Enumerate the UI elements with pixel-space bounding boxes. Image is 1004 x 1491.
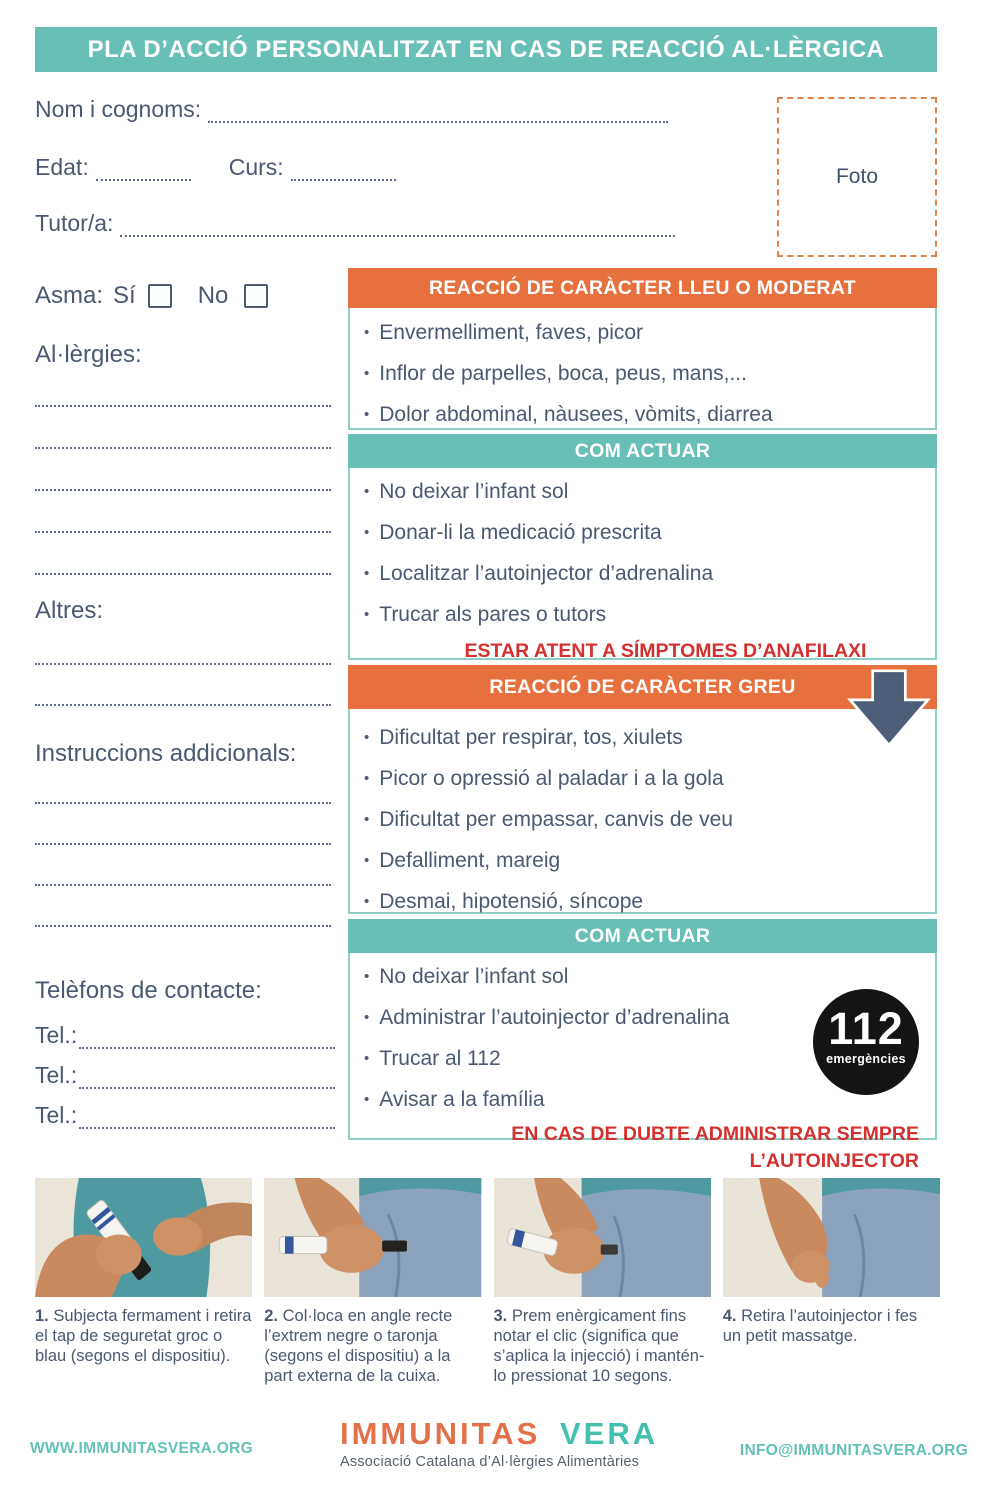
step-number: 3. [493, 1307, 508, 1325]
step-captions [35, 1306, 940, 1386]
email-link[interactable]: INFO@IMMUNITASVERA.ORG [739, 1442, 968, 1459]
emergency-112-badge [813, 989, 919, 1095]
tel-row-2 [35, 1062, 335, 1089]
step-photo-4 [723, 1178, 940, 1297]
photo-placeholder-box[interactable] [777, 97, 937, 257]
tel-label-3: Tel.: [35, 1102, 78, 1128]
contact-phones-label: Telèfons de contacte: [35, 977, 262, 1004]
reaction-panel [348, 268, 937, 1172]
photo-label: Foto [835, 165, 879, 188]
symptom-item: • Picor o opressió al paladar i a la gola [364, 759, 921, 800]
step-caption-3 [494, 1306, 711, 1386]
step-number: 4. [722, 1307, 737, 1325]
action-item: • No deixar l’infant sol [364, 472, 921, 513]
others-line-2[interactable] [35, 702, 331, 706]
allergies-label: Al·lèrgies: [35, 341, 142, 368]
anaphylaxis-warning: ESTAR ATENT A SÍMPTOMES D’ANAFILAXI [464, 640, 867, 662]
how-to-act-section-1 [348, 468, 937, 660]
instructions-label: Instruccions addicionals: [35, 740, 297, 767]
step-photo-2 [264, 1178, 481, 1297]
badge-number: 112 [828, 1003, 904, 1054]
symptom-item: • Envermelliment, faves, picor [364, 313, 921, 354]
step-caption-2 [264, 1306, 481, 1386]
action-item: • Trucar als pares o tutors [364, 595, 921, 636]
tutor-row [35, 210, 675, 237]
mild-reaction-header: REACCIÓ DE CARÀCTER LLEU O MODERAT [348, 268, 937, 308]
how-to-act-header-1: COM ACTUAR [348, 434, 937, 468]
action-item: • Avisar a la família [364, 1080, 921, 1121]
symptom-item: • Defalliment, mareig [364, 841, 921, 882]
asthma-yes-checkbox[interactable] [148, 284, 172, 308]
brand-title [340, 1416, 700, 1452]
name-row [35, 96, 668, 123]
brand-subtitle: Associació Catalana d’Al·lèrgies Alimentàries [340, 1454, 640, 1470]
action-item: • Localitzar l’autoinjector d’adrenalina [364, 554, 921, 595]
instructions-line-1[interactable] [35, 800, 331, 804]
asthma-row [35, 282, 268, 310]
website-link[interactable]: WWW.IMMUNITASVERA.ORG [30, 1440, 253, 1457]
asthma-label: Asma: [35, 282, 104, 309]
age-course-row [35, 154, 455, 181]
instructions-line-2[interactable] [35, 841, 331, 845]
course-label: Curs: [228, 154, 284, 180]
symptom-item: • Inflor de parpelles, boca, peus, mans,... [364, 354, 921, 395]
step-text: Col·loca en angle recte l’extrem negre o taronja (segons el dispositiu) a la part externa de la cuixa. [264, 1307, 453, 1385]
action-item: • Trucar al 112 [364, 1039, 921, 1080]
brand-name-first: IMMUNITAS [340, 1416, 541, 1451]
tutor-label: Tutor/a: [35, 210, 114, 236]
step-caption-4 [723, 1306, 940, 1386]
asthma-yes-label: Sí [113, 282, 136, 309]
age-field[interactable] [96, 161, 191, 181]
age-label: Edat: [35, 154, 89, 180]
tel-label-2: Tel.: [35, 1062, 78, 1088]
tel-label-1: Tel.: [35, 1022, 78, 1048]
action-item: • Donar-li la medicació prescrita [364, 513, 921, 554]
others-line-1[interactable] [35, 661, 331, 665]
asthma-no-label: No [197, 282, 229, 309]
act1-list [364, 472, 921, 636]
action-item: • Administrar l’autoinjector d’adrenalina [364, 998, 921, 1039]
step-text: Prem enèrgicament fins notar el clic (significa que s’aplica la injecció) i mantén-lo pressionat 10 segons. [493, 1307, 705, 1385]
allergies-line-5[interactable] [35, 571, 331, 575]
badge-label: emergències [826, 1052, 906, 1066]
tel-field-1[interactable] [79, 1029, 335, 1049]
brand-logo [340, 1416, 700, 1470]
name-label: Nom i cognoms: [35, 96, 202, 122]
tel-field-3[interactable] [79, 1109, 335, 1129]
instructions-line-3[interactable] [35, 882, 331, 886]
step-number: 2. [264, 1307, 279, 1325]
step-text: Retira l’autoinjector i fes un petit massatge. [722, 1307, 918, 1345]
course-field[interactable] [291, 161, 396, 181]
allergies-line-3[interactable] [35, 487, 331, 491]
allergies-line-4[interactable] [35, 529, 331, 533]
mild-symptoms-section [348, 308, 937, 430]
symptom-item: • Dolor abdominal, nàusees, vòmits, diarrea [364, 395, 921, 436]
step-photo-strip [35, 1178, 940, 1297]
severe-reaction-header-text: REACCIÓ DE CARÀCTER GREU [489, 676, 796, 698]
symptom-item: • Dificultat per respirar, tos, xiulets [364, 718, 921, 759]
allergies-line-2[interactable] [35, 445, 331, 449]
tutor-field[interactable] [120, 217, 675, 237]
symptom-item: • Dificultat per empassar, canvis de veu [364, 800, 921, 841]
asthma-no-checkbox[interactable] [244, 284, 268, 308]
step-number: 1. [35, 1307, 49, 1325]
down-arrow-icon [845, 669, 933, 747]
allergies-line-1[interactable] [35, 403, 331, 407]
instructions-line-4[interactable] [35, 923, 331, 927]
step-photo-3 [494, 1178, 711, 1297]
severe-reaction-header [348, 665, 937, 709]
how-to-act-section-2 [348, 953, 937, 1172]
step-caption-1 [35, 1306, 252, 1386]
mild-symptom-list [364, 313, 921, 436]
page-title: PLA D’ACCIÓ PERSONALITZAT EN CAS DE REACCIÓ AL·LÈRGICA [35, 27, 937, 72]
name-field[interactable] [208, 103, 668, 123]
tel-field-2[interactable] [79, 1069, 335, 1089]
how-to-act-header-2: COM ACTUAR [348, 919, 937, 953]
others-label: Altres: [35, 597, 104, 624]
action-item: • No deixar l’infant sol [364, 957, 921, 998]
step-text: Subjecta fermament i retira el tap de seguretat groc o blau (segons el dispositiu). [35, 1307, 252, 1365]
symptom-item: • Desmai, hipotensió, síncope [364, 882, 921, 923]
tel-row-1 [35, 1022, 335, 1049]
brand-name-second: VERA [559, 1416, 659, 1451]
autoinjector-warning: EN CAS DE DUBTE ADMINISTRAR SEMPRE L’AUTOINJECTOR [511, 1123, 919, 1172]
tel-row-3 [35, 1102, 335, 1129]
severe-symptom-list [364, 718, 921, 923]
step-photo-1 [35, 1178, 252, 1297]
